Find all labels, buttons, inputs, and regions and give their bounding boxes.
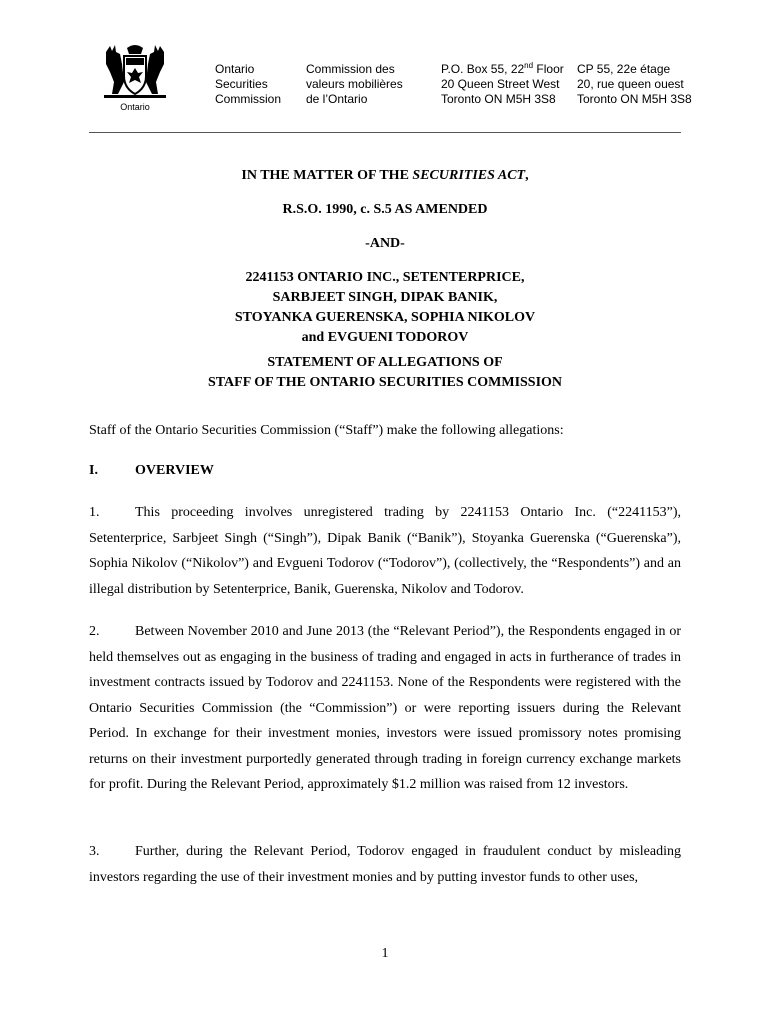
header-line: CP 55, 22e étage [577,62,671,76]
statement-heading [89,353,681,393]
header-line: valeurs mobilières [306,77,403,91]
statement-line: STAFF OF THE ONTARIO SECURITIES COMMISSION [207,375,563,390]
paragraph-text: Between November 2010 and June 2013 (the “Relevant Period”), the Respondents engaged in or held themselves out as engaging in the business of trading and engaged in acts in furtherance of trades in investment contracts issued by Todorov and 2241153. None of the Respondents were registered with the Ontario Securities Commission (the “Commission”) or were reporting issuers during the Relevant Period. In exchange for their investment monies, investors were issued promissory notes promising returns on their investment purportedly generated through trading in foreign currency exchange markets for profit. During the Relevant Period, approximately $1.2 million was raised from 12 investors. [89,624,681,792]
party-line: STOYANKA GUERENSKA, SOPHIA NIKOLOV [234,310,536,325]
title-line-1: IN THE MATTER OF THE SECURITIES ACT, [241,168,529,183]
intro-text: Staff of the Ontario Securities Commission (“Staff”) make the following allegations: [89,423,564,438]
paragraph-1 [89,500,681,602]
header-line: 20, rue queen ouest [577,77,684,91]
paragraph-3 [89,839,681,890]
party-line: 2241153 ONTARIO INC., SETENTERPRICE, [245,270,525,285]
header-col-english [215,62,281,107]
header-line: Ontario [215,62,255,76]
title-parties [89,268,681,348]
header-divider [89,132,681,133]
header-line: Commission [215,92,282,106]
header-line: Securities [215,77,268,91]
section-heading [89,463,214,479]
header-line: 20 Queen Street West [441,77,560,91]
paragraph-number: 3. [89,844,100,859]
statement-line: STATEMENT OF ALLEGATIONS OF [267,355,503,370]
page-number: 1 [381,946,389,961]
paragraph-number: 1. [89,505,100,520]
header-col-french [306,62,403,107]
header-line: Commission des [306,62,395,76]
header-line: P.O. Box 55, 22nd Floor [441,61,564,76]
paragraph-text: This proceeding involves unregistered trading by 2241153 Ontario Inc. (“2241153”), Setenterprice, Sarbjeet Singh (“Singh”), Dipak Banik (“Banik”), Stoyanka Guerenska (“Guerenska”), Sophia Nikolov (“Nikolov”) and Evgueni Todorov (“Todorov”), (collectively, the “Respondents”) and an illegal distribution by Setenterprice, Banik, Guerenska, Nikolov and Todorov. [89,505,681,597]
crest-label: Ontario [120,102,150,112]
paragraph-number: 2. [89,624,100,639]
party-line: SARBJEET SINGH, DIPAK BANIK, [272,290,498,305]
section-number: I. [89,463,98,478]
section-title: OVERVIEW [135,463,214,478]
ontario-coat-of-arms [100,42,170,102]
paragraph-text: Further, during the Relevant Period, Todorov engaged in fraudulent conduct by misleading investors regarding the use of their investment monies and by putting investor funds to other uses, [89,844,681,885]
title-line-2: R.S.O. 1990, c. S.5 AS AMENDED [282,202,488,217]
header-col-address-french [577,62,692,107]
title-and: -AND- [365,236,405,251]
header-line: Toronto ON M5H 3S8 [577,92,692,106]
paragraph-2 [89,619,681,798]
header-line: Toronto ON M5H 3S8 [441,92,556,106]
header-line: de l’Ontario [306,92,368,106]
header-col-address-english [441,62,564,107]
party-line: and EVGUENI TODOROV [301,330,469,345]
